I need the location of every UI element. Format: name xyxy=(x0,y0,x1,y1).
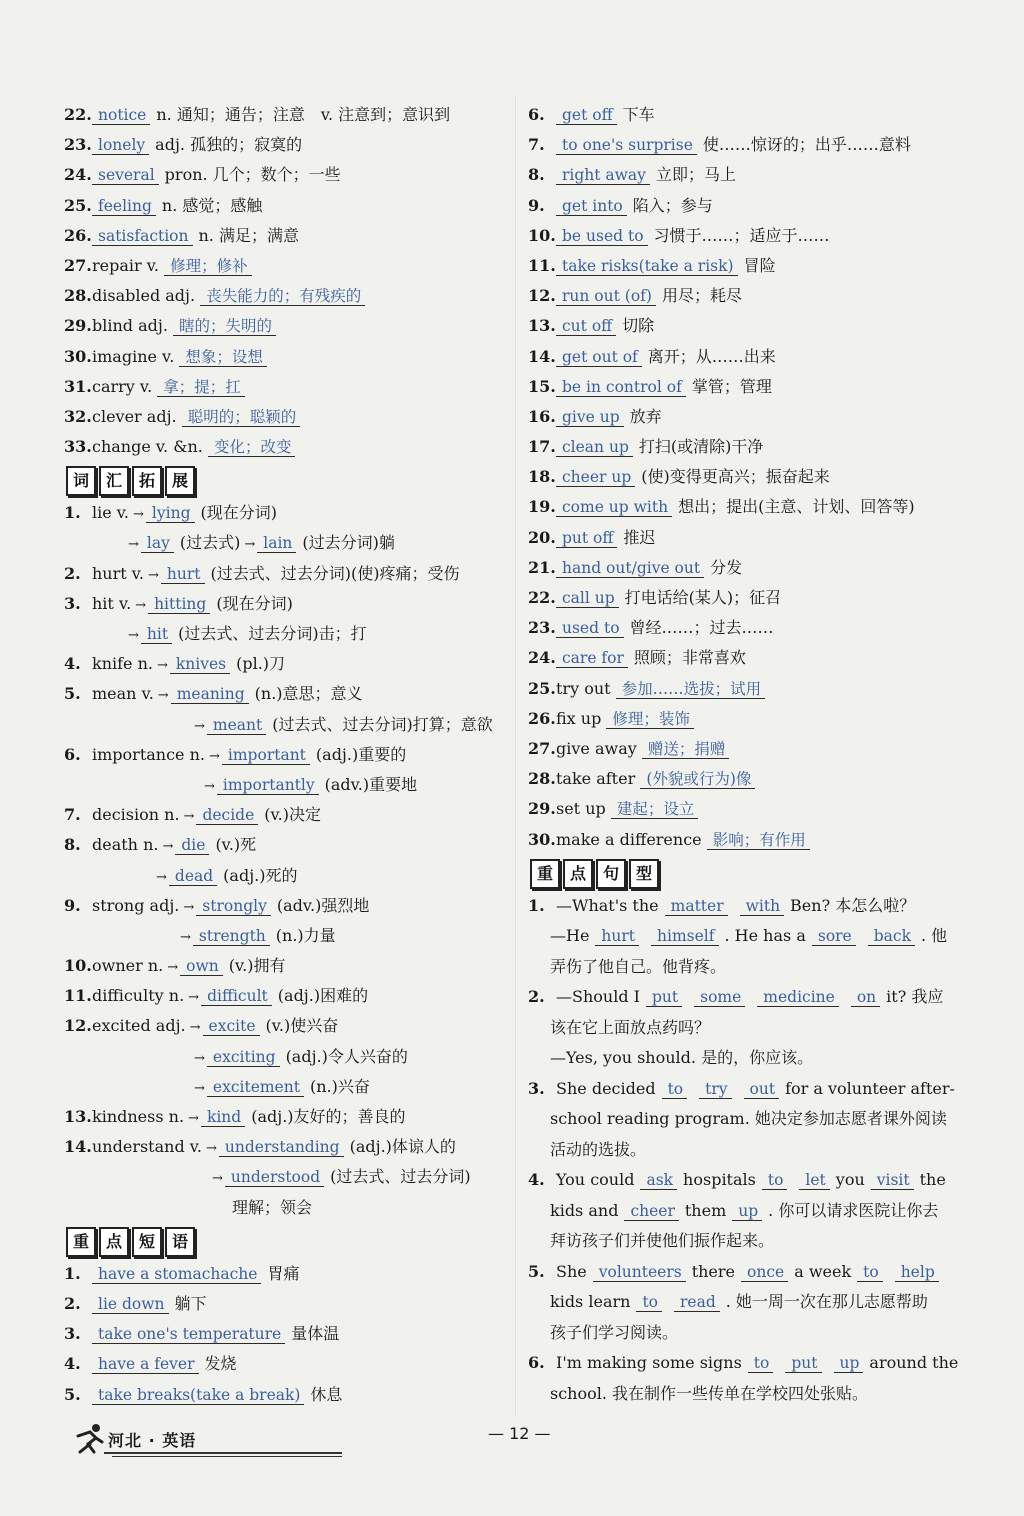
phrase-row: 20. put off 推迟 xyxy=(528,527,656,547)
answer-blank[interactable]: dead xyxy=(169,867,217,886)
answer-blank[interactable]: to xyxy=(636,1293,662,1312)
answer-blank[interactable]: 参加……选拔；试用 xyxy=(616,680,766,699)
phrase-row: 30.make a difference 影响；有作用 xyxy=(528,825,978,855)
column-divider xyxy=(515,96,516,1416)
answer-blank[interactable]: read xyxy=(674,1293,720,1312)
phrase-row: 26.fix up 修理；装饰 xyxy=(528,704,978,734)
footer-title: 河北 · 英语 xyxy=(108,1431,197,1450)
arrow-icon: → xyxy=(148,567,159,583)
answer-blank[interactable]: difficult xyxy=(201,987,272,1006)
answer-blank[interactable]: meant xyxy=(207,716,266,735)
sentence-item-5: 5. She volunteers there once a week to help kids learn to read . 她一周一次在那儿志愿帮助 孩子们学习阅读。 xyxy=(528,1257,978,1349)
page-number: — 12 — xyxy=(488,1424,551,1443)
phrase-row: 12. run out (of) 用尽；耗尽 xyxy=(528,286,742,306)
answer-blank[interactable]: hitting xyxy=(148,595,210,614)
answer-blank[interactable]: medicine xyxy=(757,988,839,1007)
answer-blank[interactable]: notice xyxy=(92,106,150,125)
phrase-row: 28.take after (外貌或行为)像 xyxy=(528,764,978,794)
sentence-item-6: 6. I'm making some signs to put up around the school. 我在制作一些传单在学校四处张贴。 xyxy=(528,1353,959,1403)
arrow-icon: → xyxy=(156,869,167,885)
phrase-row: 5. take breaks(take a break) 休息 xyxy=(64,1384,343,1404)
phrase-row: 21. hand out/give out 分发 xyxy=(528,557,743,577)
section-heading-key-phrases: 重 点 短 语 xyxy=(66,1227,195,1255)
answer-blank[interactable]: excite xyxy=(203,1017,260,1036)
footer-rule xyxy=(112,1456,342,1457)
phrase-row: 16. give up 放弃 xyxy=(528,406,662,426)
answer-blank[interactable]: be used to xyxy=(556,227,648,246)
answer-blank[interactable]: strongly xyxy=(196,897,271,916)
expand-row: → excitement (n.)兴奋 xyxy=(194,1076,370,1096)
answer-blank[interactable]: lie down xyxy=(92,1295,169,1314)
expand-row: → meant (过去式、过去分词)打算；意欲 xyxy=(194,714,493,734)
answer-blank[interactable]: to one's surprise xyxy=(556,136,697,155)
answer-blank[interactable]: volunteers xyxy=(593,1263,686,1282)
phrase-row: 24. care for 照顾；非常喜欢 xyxy=(528,648,746,668)
arrow-icon: → xyxy=(188,990,200,1006)
phrase-row: 29.set up 建起；设立 xyxy=(528,794,978,824)
runner-icon xyxy=(72,1422,106,1458)
vocab-row: 23. lonely adj. 孤独的；寂寞的 xyxy=(64,135,303,155)
answer-blank[interactable]: lay xyxy=(141,534,174,553)
answer-blank[interactable]: lonely xyxy=(92,136,149,155)
vocab-row: 32.clever adj. 聪明的；聪颖的 xyxy=(64,402,504,432)
phrase-row: 22. call up 打电话给(某人)；征召 xyxy=(528,588,782,607)
answer-blank[interactable]: hit xyxy=(141,625,172,644)
phrase-row: 17. clean up 打扫(或清除)干净 xyxy=(528,437,764,457)
right-column xyxy=(528,100,978,1409)
arrow-icon: → xyxy=(204,778,215,794)
answer-blank[interactable]: get into xyxy=(556,197,627,216)
answer-blank[interactable]: put xyxy=(646,988,682,1007)
phrase-row: 6. get off 下车 xyxy=(528,105,655,124)
phrase-row: 3. take one's temperature 量体温 xyxy=(64,1324,340,1344)
answer-blank[interactable]: lain xyxy=(257,534,296,553)
left-column xyxy=(64,100,504,1410)
answer-blank[interactable]: 变化；改变 xyxy=(208,438,296,457)
answer-blank[interactable]: on xyxy=(851,988,880,1007)
sentence-item-4: 4. You could ask hospitals to let you visit the kids and cheer them up . 你可以请求医院让你去 拜访孩子们并使他们振作起来。 xyxy=(528,1170,946,1251)
answer-blank[interactable]: to xyxy=(762,1171,788,1190)
answer-blank[interactable]: understanding xyxy=(219,1138,344,1157)
expand-row: 11.difficulty n. → difficult (adj.)困难的 xyxy=(64,986,369,1006)
answer-blank[interactable]: clean up xyxy=(556,438,633,457)
phrase-row: 15. be in control of 掌管；管理 xyxy=(528,376,772,396)
expand-row: 7. decision n. → decide (v.)决定 xyxy=(64,805,321,825)
answer-blank[interactable]: 想象；设想 xyxy=(179,348,267,367)
answer-blank[interactable]: feeling xyxy=(92,197,156,216)
answer-blank[interactable]: 修理；修补 xyxy=(164,257,252,276)
answer-blank[interactable]: let xyxy=(799,1171,829,1190)
vocab-row: 22. notice n. 通知；通告；注意 v. 注意到；意识到 xyxy=(64,105,451,124)
answer-blank[interactable]: to xyxy=(748,1354,774,1373)
phrase-row: 14. get out of 离开；从……出来 xyxy=(528,346,776,366)
answer-blank[interactable]: run out (of) xyxy=(556,287,656,306)
phrase-row: 13. cut off 切除 xyxy=(528,316,655,336)
expand-row: 10.owner n. → own (v.)拥有 xyxy=(64,956,286,976)
footer xyxy=(72,1422,342,1462)
answer-blank[interactable]: hand out/give out xyxy=(556,559,704,578)
expand-row: → dead (adj.)死的 xyxy=(156,865,298,885)
answer-blank[interactable]: be in control of xyxy=(556,378,686,397)
answer-blank[interactable]: get off xyxy=(556,106,617,125)
answer-blank[interactable]: ask xyxy=(640,1171,677,1190)
arrow-icon: → xyxy=(183,809,195,825)
arrow-icon: → xyxy=(194,1080,205,1096)
expand-row: 13.kindness n. → kind (adj.)友好的；善良的 xyxy=(64,1107,406,1126)
answer-blank[interactable]: hurt xyxy=(161,565,205,584)
answer-blank[interactable]: up xyxy=(732,1202,762,1221)
answer-blank[interactable]: put xyxy=(785,1354,821,1373)
phrase-row: 9. get into 陷入；参与 xyxy=(528,195,713,215)
expand-row: → importantly (adv.)重要地 xyxy=(204,774,418,794)
arrow-icon: → xyxy=(128,537,139,553)
expand-row: 1. lie v. → lying (现在分词) xyxy=(64,503,277,523)
answer-blank[interactable]: to xyxy=(857,1263,883,1282)
arrow-icon: → xyxy=(156,658,168,674)
answer-blank[interactable]: 修理；装饰 xyxy=(606,710,694,729)
answer-blank[interactable]: 丧失能力的；有残疾的 xyxy=(200,287,365,306)
answer-blank[interactable]: right away xyxy=(556,166,650,185)
answer-blank[interactable]: understood xyxy=(225,1168,324,1187)
expand-row: 6. importance n. → important (adj.)重要的 xyxy=(64,744,407,764)
section-heading-key-sentences: 重 点 句 型 xyxy=(530,859,659,887)
arrow-icon: → xyxy=(244,537,256,553)
arrow-icon: → xyxy=(162,839,174,855)
answer-blank[interactable]: cut off xyxy=(556,317,616,336)
answer-blank[interactable]: give up xyxy=(556,408,624,427)
answer-blank[interactable]: own xyxy=(180,957,223,976)
answer-blank[interactable]: with xyxy=(740,897,784,916)
expand-row: 14.understand v. → understanding (adj.)体谅人的 xyxy=(64,1137,456,1157)
phrase-row: 27.give away 赠送；捐赠 xyxy=(528,734,978,764)
arrow-icon: → xyxy=(133,507,144,523)
answer-blank[interactable]: back xyxy=(868,927,915,946)
vocab-row: 33.change v. &n. 变化；改变 xyxy=(64,432,504,462)
section-heading-vocab-expand: 词 汇 拓 展 xyxy=(66,466,195,494)
vocab-row: 30.imagine v. 想象；设想 xyxy=(64,342,504,372)
answer-blank[interactable]: importantly xyxy=(217,776,319,795)
answer-blank[interactable]: some xyxy=(694,988,745,1007)
answer-blank[interactable]: cheer xyxy=(624,1202,678,1221)
answer-blank[interactable]: try xyxy=(699,1080,731,1099)
expand-row: 3. hit v. → hitting (现在分词) xyxy=(64,593,293,613)
answer-blank[interactable]: 影响；有作用 xyxy=(707,831,810,850)
arrow-icon: → xyxy=(188,1111,199,1126)
expand-row: 9. strong adj. → strongly (adv.)强烈地 xyxy=(64,895,370,915)
vocab-row: 31.carry v. 拿；提；扛 xyxy=(64,372,504,402)
vocab-row: 27.repair v. 修理；修补 xyxy=(64,251,504,281)
phrase-row: 1. have a stomachache 胃痛 xyxy=(64,1263,300,1283)
arrow-icon: → xyxy=(128,628,139,643)
expand-row: 4. knife n. → knives (pl.)刀 xyxy=(64,654,286,674)
answer-blank[interactable]: lying xyxy=(146,504,195,523)
arrow-icon: → xyxy=(157,688,169,704)
vocab-row: 28.disabled adj. 丧失能力的；有残疾的 xyxy=(64,281,504,311)
answer-blank[interactable]: help xyxy=(895,1263,939,1282)
footer-rule xyxy=(104,1452,342,1454)
phrase-row: 11. take risks(take a risk) 冒险 xyxy=(528,255,776,275)
vocab-row: 24. several pron. 几个；数个；一些 xyxy=(64,165,341,185)
phrase-row: 18. cheer up (使)变得更高兴；振奋起来 xyxy=(528,467,830,487)
vocab-row: 25. feeling n. 感觉；感触 xyxy=(64,195,263,215)
arrow-icon: → xyxy=(135,597,147,613)
sentence-item-1: 1. —What's the matter with Ben? 本怎么啦？ —He hurt himself . He has a sore back . 他 弄伤了他自己。他背疼。 xyxy=(528,895,948,976)
answer-blank[interactable]: cheer up xyxy=(556,468,635,487)
answer-blank[interactable]: to xyxy=(662,1080,688,1099)
answer-blank[interactable]: kind xyxy=(201,1108,245,1127)
answer-blank[interactable]: visit xyxy=(871,1171,914,1190)
answer-blank[interactable]: himself xyxy=(651,927,718,946)
vocab-row: 26. satisfaction n. 满足；满意 xyxy=(64,225,299,245)
arrow-icon: → xyxy=(206,1141,217,1157)
answer-blank[interactable]: used to xyxy=(556,619,624,638)
expand-row: → lay (过去式) → lain (过去分词)躺 xyxy=(128,533,395,553)
answer-blank[interactable]: call up xyxy=(556,589,619,608)
answer-blank[interactable]: strength xyxy=(193,927,270,946)
answer-blank[interactable]: knives xyxy=(170,655,230,674)
expand-row: → strength (n.)力量 xyxy=(180,925,336,945)
expand-row: 理解；领会 xyxy=(232,1197,313,1217)
answer-blank[interactable]: matter xyxy=(665,897,728,916)
expand-row: → understood (过去式、过去分词) xyxy=(212,1167,471,1187)
phrase-row: 8. right away 立即；马上 xyxy=(528,165,736,185)
arrow-icon: → xyxy=(194,718,205,734)
answer-blank[interactable]: 聪明的；聪颖的 xyxy=(182,408,301,427)
arrow-icon: → xyxy=(180,929,191,945)
answer-blank[interactable]: put off xyxy=(556,529,617,548)
arrow-icon: → xyxy=(209,748,220,764)
answer-blank[interactable]: take breaks(take a break) xyxy=(92,1386,304,1405)
answer-blank[interactable]: die xyxy=(175,836,209,855)
answer-blank[interactable]: meaning xyxy=(171,685,249,704)
arrow-icon: → xyxy=(194,1050,205,1066)
answer-blank[interactable]: 赠送；捐赠 xyxy=(642,740,730,759)
phrase-row: 7. to one's surprise 使……惊讶的；出乎……意料 xyxy=(528,135,911,155)
arrow-icon: → xyxy=(167,960,179,976)
vocab-row: 29.blind adj. 瞎的；失明的 xyxy=(64,311,504,341)
arrow-icon: → xyxy=(212,1171,223,1187)
answer-blank[interactable]: sore xyxy=(812,927,856,946)
answer-blank[interactable]: take risks(take a risk) xyxy=(556,257,738,276)
answer-blank[interactable]: care for xyxy=(556,649,628,668)
sentence-item-3: 3. She decided to try out for a volunteer after- school reading program. 她决定参加志愿者课外阅读 活动的选拔。 xyxy=(528,1078,955,1159)
expand-row: 12.excited adj. → excite (v.)使兴奋 xyxy=(64,1016,339,1036)
expand-row: 5. mean v. → meaning (n.)意思；意义 xyxy=(64,684,363,704)
phrase-row: 25.try out 参加……选拔；试用 xyxy=(528,674,978,704)
answer-blank[interactable]: have a stomachache xyxy=(92,1265,261,1284)
answer-blank[interactable]: out xyxy=(744,1080,780,1099)
phrase-row: 2. lie down 躺下 xyxy=(64,1293,207,1313)
answer-blank[interactable]: 建起；设立 xyxy=(611,800,699,819)
expand-row: → hit (过去式、过去分词)击；打 xyxy=(128,624,367,643)
answer-blank[interactable]: satisfaction xyxy=(92,227,193,246)
expand-row: 2. hurt v. → hurt (过去式、过去分词)(使)疼痛；受伤 xyxy=(64,563,460,583)
answer-blank[interactable]: 拿；提；扛 xyxy=(157,378,245,397)
phrase-row: 10. be used to 习惯于……；适应于…… xyxy=(528,225,830,245)
expand-row: → exciting (adj.)令人兴奋的 xyxy=(194,1046,408,1066)
answer-blank[interactable]: 瞎的；失明的 xyxy=(173,317,276,336)
answer-blank[interactable]: come up with xyxy=(556,498,672,517)
answer-blank[interactable]: once xyxy=(741,1263,788,1282)
answer-blank[interactable]: have a fever xyxy=(92,1355,199,1374)
answer-blank[interactable]: important xyxy=(222,746,310,765)
arrow-icon: → xyxy=(189,1020,201,1036)
phrase-row: 4. have a fever 发烧 xyxy=(64,1354,237,1374)
answer-blank[interactable]: decide xyxy=(196,806,258,825)
answer-blank[interactable]: up xyxy=(834,1354,864,1373)
expand-row: 8. death n. → die (v.)死 xyxy=(64,835,257,855)
answer-blank[interactable]: exciting xyxy=(207,1048,280,1067)
phrase-row: 23. used to 曾经……；过去…… xyxy=(528,618,774,638)
sentence-item-2: 2. —Should I put some medicine on it? 我应 该在它上面放点药吗？ —Yes, you should. 是的，你应该。 xyxy=(528,987,944,1068)
answer-blank[interactable]: (外貌或行为)像 xyxy=(640,770,755,789)
answer-blank[interactable]: get out of xyxy=(556,348,642,367)
answer-blank[interactable]: take one's temperature xyxy=(92,1325,285,1344)
arrow-icon: → xyxy=(183,899,195,915)
phrase-row: 19. come up with 想出；提出(主意、计划、回答等) xyxy=(528,497,915,517)
answer-blank[interactable]: hurt xyxy=(595,927,639,946)
answer-blank[interactable]: several xyxy=(92,166,159,185)
answer-blank[interactable]: excitement xyxy=(207,1078,304,1097)
